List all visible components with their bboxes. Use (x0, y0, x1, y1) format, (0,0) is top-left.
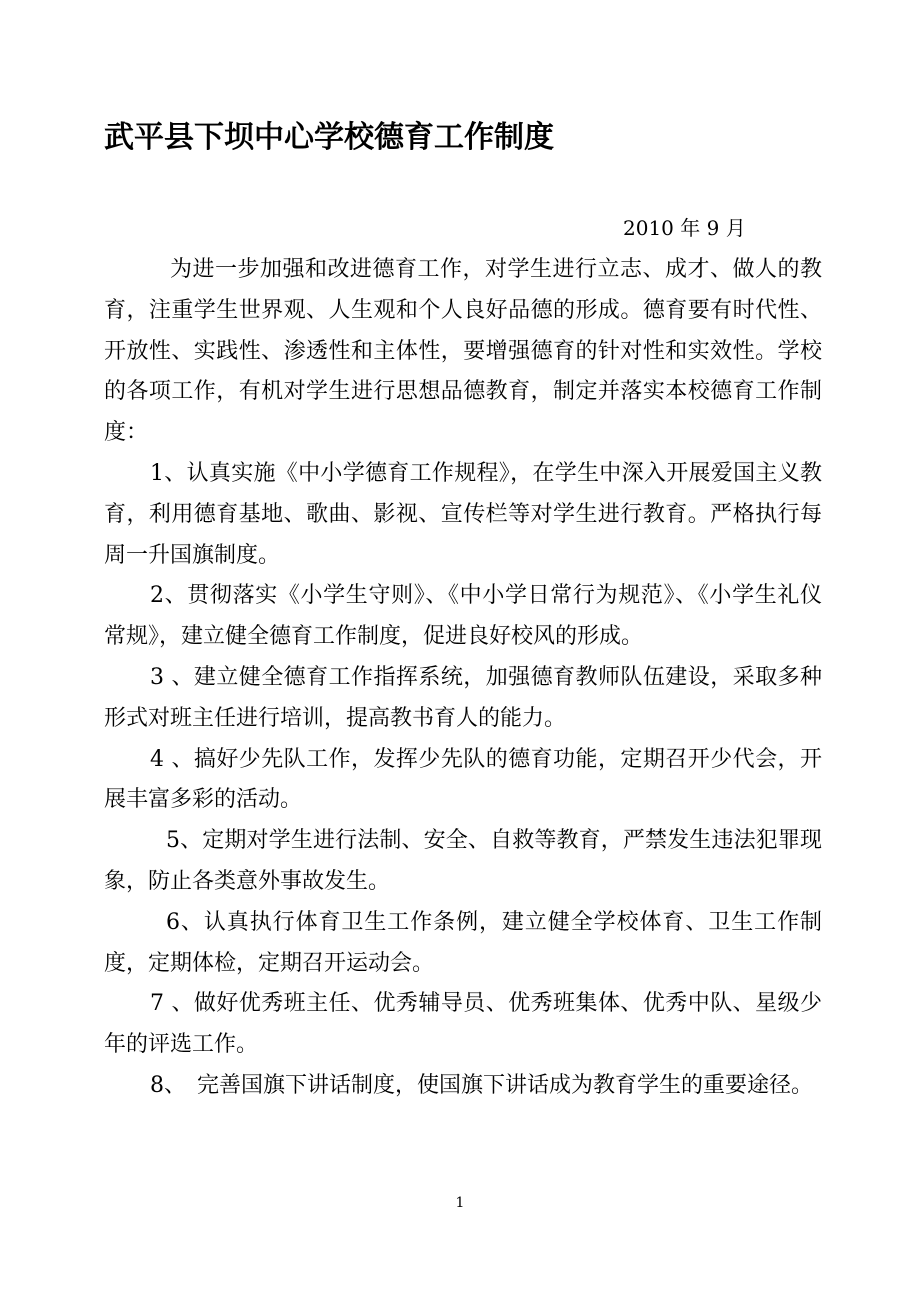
document-date: 2010 年 9 月 (623, 216, 746, 240)
rule-paragraph-4: 4 、搞好少先队工作，发挥少先队的德育功能，定期召开少代会，开展丰富多彩的活动。 (104, 746, 822, 813)
rule-paragraph-5: 5、定期对学生进行法制、安全、自救等教育，严禁发生违法犯罪现象，防止各类意外事故发生。 (104, 828, 822, 894)
document-title: 武平县下坝中心学校德育工作制度 (104, 120, 554, 155)
rule-paragraph-6: 6、认真执行体育卫生工作条例，建立健全学校体育、卫生工作制度，定期体检，定期召开运动会。 (104, 909, 822, 976)
page-number: 1 (455, 1195, 465, 1211)
intro-paragraph: 为进一步加强和改进德育工作，对学生进行立志、成才、做人的教育，注重学生世界观、人生观和个人良好品德的形成。德育要有时代性、开放性、实践性、渗透性和主体性，要增强德育的针对性和实效性。学校的各项工作，有机对学生进行思想品德教育，制定并落实本校德育工作制度： (104, 257, 822, 446)
rule-paragraph-2: 2、贯彻落实《小学生守则》、《中小学日常行为规范》、《小学生礼仪常规》，建立健全德育工作制度，促进良好校风的形成。 (104, 583, 822, 650)
rule-paragraph-1: 1、认真实施《中小学德育工作规程》，在学生中深入开展爱国主义教育，利用德育基地、歌曲、影视、宣传栏等对学生进行教育。严格执行每周一升国旗制度。 (104, 460, 822, 568)
document-body (104, 250, 822, 1107)
rule-paragraph-8: 8、 完善国旗下讲话制度，使国旗下讲话成为教育学生的重要途径。 (150, 1072, 813, 1098)
rule-paragraph-3: 3 、建立健全德育工作指挥系统，加强德育教师队伍建设，采取多种形式对班主任进行培训，提高教书育人的能力。 (104, 664, 822, 731)
rule-paragraph-7: 7 、做好优秀班主任、优秀辅导员、优秀班集体、优秀中队、星级少年的评选工作。 (104, 991, 822, 1058)
